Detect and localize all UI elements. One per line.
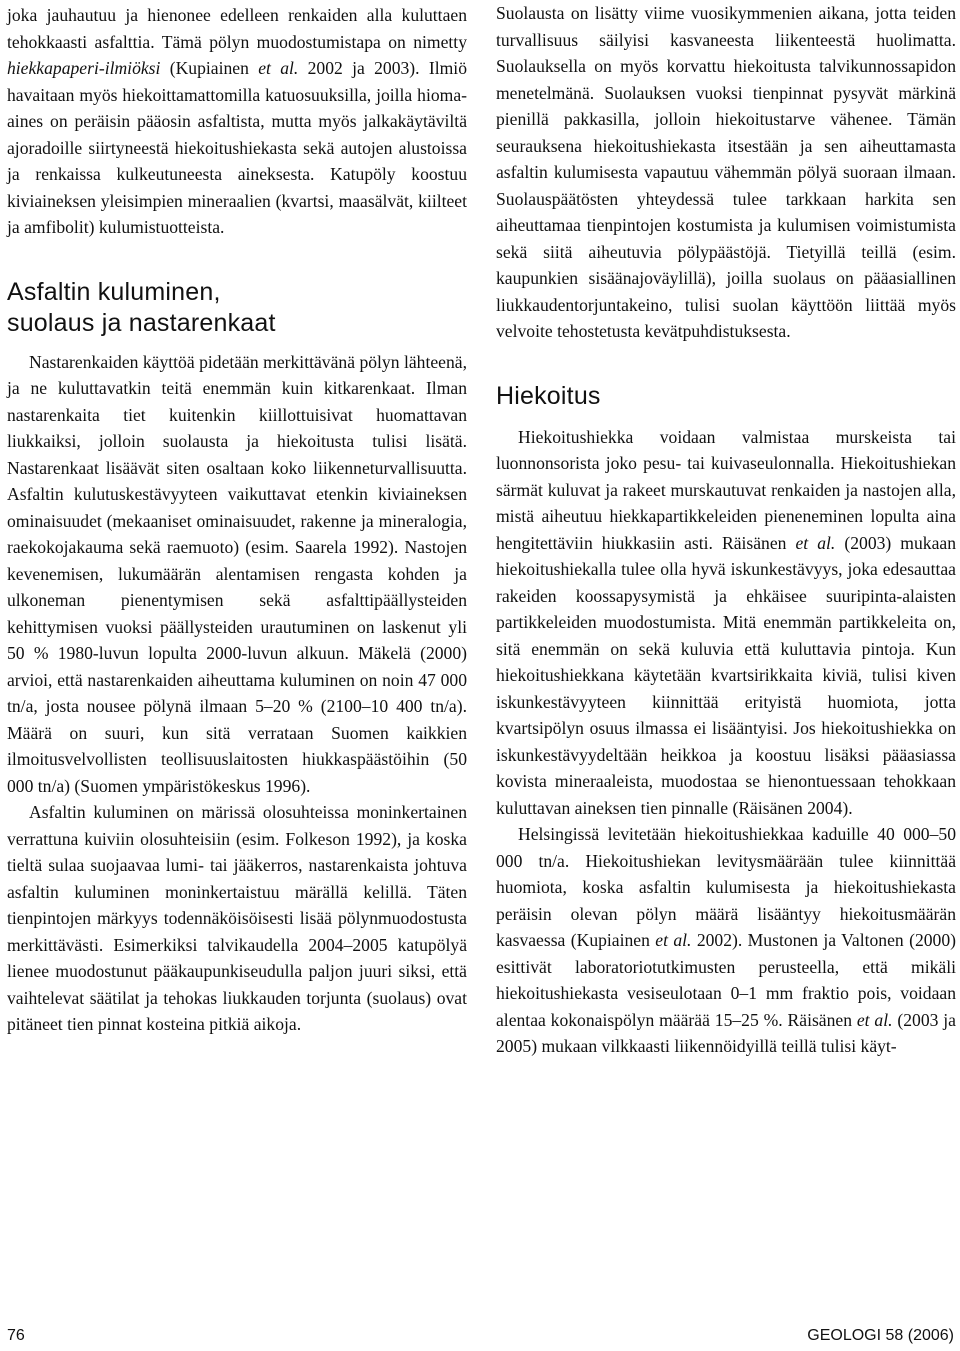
right-column — [496, 0, 956, 1060]
left-paragraph-3: Asfaltin kuluminen on märissä olosuhteissa moninkertainen verrattuna kuiviin olosuhteisiin (esim. Folkeson 1992), ja koska tieltä sulaa suojaavaa lumi- tai jääkerros, nastarenkaista johtuva asfaltin kuluminen moninkertaistuu märällä kelillä. Täten tienpintojen märkyys todennäköisöisesti lisää pölynmuodostusta merkittävästi. Esimerkiksi talvikaudella 2004–2005 katupölyä lienee muodostunut pääkaupunkiseudulla paljon juuri siksi, että vaihtelevat säätilat ja tehokas liukkauden torjunta (suolaus) ovat pitäneet tien pinnat kosteina pitkiä aikoja. — [7, 802, 467, 1034]
right-paragraph-3: Helsingissä levitetään hiekoitushiekkaa kaduille 40 000–50 000 tn/a. Hiekoitushiekan levitysmäärään tulee kiinnittää huomiota, koska asfaltin kulumisesta ja hiekoitushiekasta peräisin olevan pölyn määrä lisääntyy hiekoitusmäärän kasvaessa (Kupiainen et al. 2002). Mustonen ja Valtonen (2000) esittivät laboratoriotutkimusten perusteella, että mikäli hiekoitushiekasta vesiseulotaan 0–1 mm fraktio pois, voidaan alentaa kokonaispölyn määrää 15–25 %. Räisänen et al. (2003 ja 2005) mukaan vilkkaasti liikennöidyillä teillä tulisi käyt- — [496, 824, 956, 1056]
right-paragraph-2: Hiekoitushiekka voidaan valmistaa murskeista tai luonnonsorista joko pesu- tai kuivaseulonnalla. Hiekoitushiekan särmät kuluvat ja rakeet murskautuvat renkaiden ja nastojen alla, mistä aiheutuu hiekkapartikkeleiden pieneneminen lopulta aina hengitettäviin hiukkasiin asti. Räisänen et al. (2003) mukaan hiekoitushiekalla tulee olla hyvä iskunkestävyys, joka edesauttaa rakeiden koossapysymistä ja ehkäisee suuripinta-alaisten partikkeleiden muodostumista. Mitä enemmän partikkeleita on, sitä enemmän on sekä kuluvia että kuluttavia pintoja. Kun hiekoitushiekkana käytetään kvartsirikkaita kiviä, tulisi kiven iskunkestävyyteen kiinnittää erityistä huomiota, jotta kvartsipölyn osuus ilmassa ei lisääntyisi. Jos hiekoitushiekka on iskunkestävyydeltään heikkoa ja koostuu lisäksi pääasiassa kovista mineraaleista, muodostaa se hienontuessaan tehokkaan kuluttavan aineksen tien pinnalle (Räisänen 2004). — [496, 426, 956, 818]
section-heading-asfaltin-kuluminen: Asfaltin kuluminen, suolaus ja nastarenkaat — [7, 277, 276, 337]
right-paragraph-1: Suolausta on lisätty viime vuosikymmenien aikana, jotta teiden turvallisuus säilyisi kasvaneesta liikenteestä huolimatta. Suolauksella on myös korvattu hiekoitusta talvikunnossapidon menetelmänä. Suolauksen vuoksi tienpinnat pysyvät märkinä pienillä pakkasilla, jolloin hiekoitustarve vähenee. Tämän seurauksena hiekoitushiekasta itsestään ja sen aiheuttamasta asfaltin kulumisesta vapautuu vähemmän pölyä suoraan ilmaan. Suolauspäätösten yhteydessä tulee tarkkaan harkita sen aiheuttamaa tienpintojen kostumista ja kulumisen voimistumista sekä siitä aiheutuvia pölypäästöjä. Tietyillä teillä (esim. kaupunkien sisäänajoväylillä), joilla suolaus on pääasiallinen liukkaudentorjuntakeino, tulisi suolan käyttöön liittää myös velvoite tehostetusta kevätpuhdistuksesta. — [496, 3, 956, 341]
left-paragraph-1: joka jauhautuu ja hienonee edelleen renkaiden alla kuluttaen tehokkaasti asfalttia. Tämä pölyn muodostumistapa on nimetty hiekkapaperi-ilmiöksi (Kupiainen et al. 2002 ja 2003). Ilmiö havaitaan myös hiekoittamattomilla katuosuuksilla, joilla hioma-aines on peräisin pääosin asfaltista, mutta myös jalkakäytäviltä ajoradoille siirtyneestä hiekoitushiekasta sekä autojen alustoissa ja renkaissa kulkeutuneesta aineksesta. Katupöly koostuu kiviaineksen yleisimpien mineraalien (kvartsi, maasälvät, kiilteet ja amfibolit) kulumistuotteista. — [7, 5, 467, 237]
section-heading-hiekoitus: Hiekoitus — [496, 381, 601, 410]
left-paragraph-2: Nastarenkaiden käyttöä pidetään merkittävänä pölyn lähteenä, ja ne kuluttavatkin teitä enemmän kuin kitkarenkaat. Ilman nastarenkaita tiet kuitenkin kiillottuisivat huomattavan liukkaiksi, jolloin suolausta ja hiekoitusta tulisi lisätä. Nastarenkaat lisäävät siten osaltaan koko liikenneturvallisuutta. Asfaltin kulutuskestävyyteen vaikuttavat etenkin kiviaineksen ominaisuudet (mekaaniset ominaisuudet, rakenne ja mineralogia, raekokojakauma sekä raemuoto) (esim. Saarela 1992). Nastojen kevenemisen, lukumäärän alentamisen rengasta kohden ja ulkoneman pienentymisen sekä asfalttipäällysteiden kehittymisen vuoksi päällysteiden urautuminen on laskenut yli 50 % 1980-luvun lopulta 2000-luvun alkuun. Mäkelä (2000) arvioi, että nastarenkaiden aiheuttama kuluminen on noin 47 000 tn/a, josta nousee pölynä ilmaan 5–20 % (2100–10 400 tn/a). Määrä on suuri, kun sitä verrataan Suomen kaikkien ilmoitusvelvollisten teollisuuslaitosten hiukkaspäästöihin (50 000 tn/a) (Suomen ympäristökeskus 1996). — [7, 351, 467, 796]
journal-footer: GEOLOGI 58 (2006) — [807, 1327, 954, 1344]
page-number: 76 — [7, 1327, 25, 1344]
left-column — [7, 2, 467, 1038]
